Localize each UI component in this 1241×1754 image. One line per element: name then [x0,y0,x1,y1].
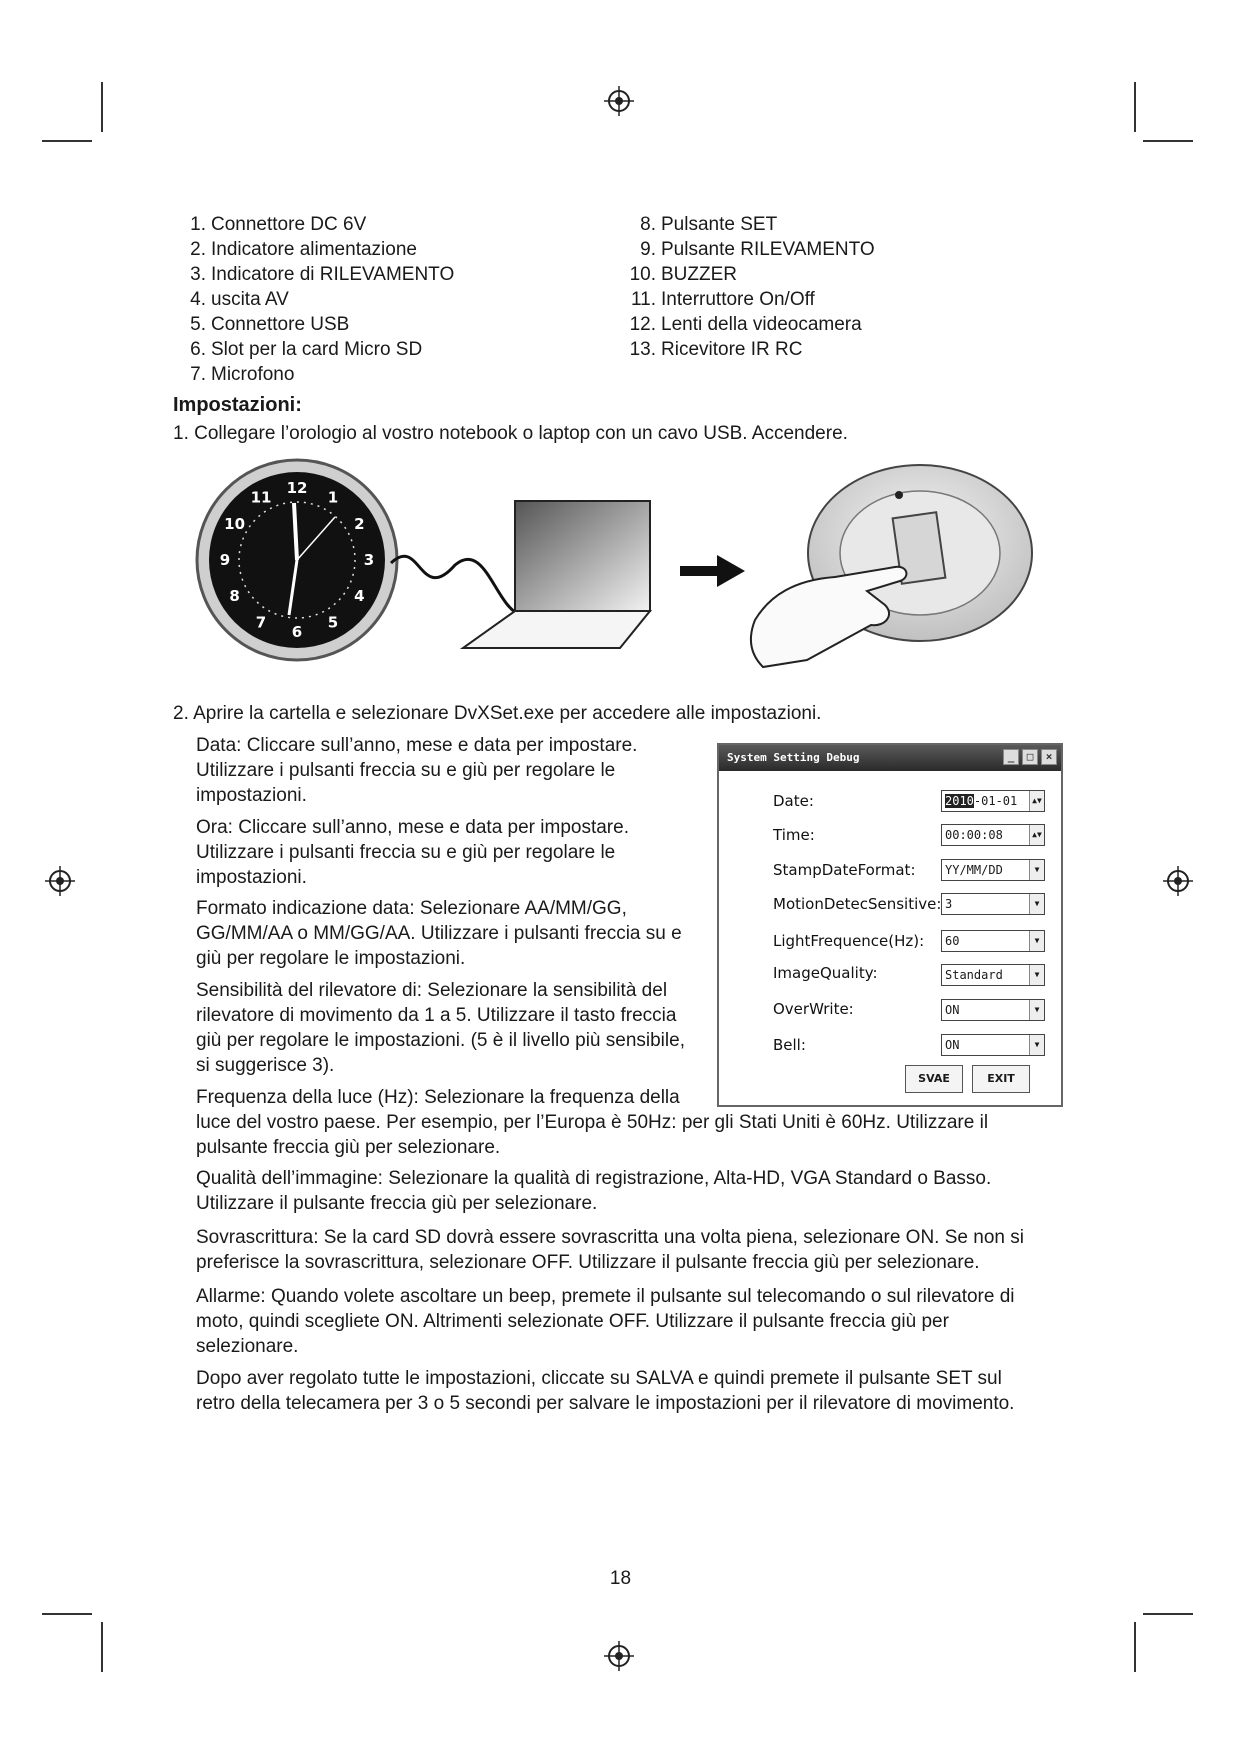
spin-icon[interactable]: ▲▼ [1029,791,1044,811]
page-number: 18 [609,1568,632,1589]
hand-icon [751,567,907,667]
crop-mark [1134,1622,1136,1672]
time-field[interactable]: 00:00:08 ▲▼ [941,824,1045,846]
clock-numeral: 5 [327,613,339,632]
list-item: 2. Indicatore alimentazione [190,239,417,260]
crop-mark [1134,82,1136,132]
paragraph-light-frequency: Frequenza della luce (Hz): Selezionare la frequenza della luce del vostro paese. Per esempio, per l’Europa è 50Hz: per gli Stati Uniti è 60Hz. Utilizzare il pulsante freccia giù per selezionare. [196,1087,989,1158]
clock-numeral: 10 [224,515,246,533]
crop-mark [42,1613,92,1615]
list-item: 3. Indicatore di RILEVAMENTO [190,264,455,285]
list-item: 5. Connettore USB [190,314,350,335]
stamp-date-format-select[interactable]: YY/MM/DD ▼ [941,859,1045,881]
maximize-icon[interactable]: □ [1022,749,1038,765]
list-item: 4. uscita AV [190,289,289,310]
registration-mark-icon [45,866,75,896]
crop-mark [101,82,103,132]
overwrite-select[interactable]: ON ▼ [941,999,1045,1021]
list-item: 11. Interruttore On/Off [630,289,815,310]
list-item: 10. BUZZER [629,264,737,285]
list-item: 7. Microfono [190,364,295,385]
time-label: Time: [773,826,815,844]
chevron-down-icon[interactable]: ▼ [1029,860,1044,880]
clock-numeral: 9 [219,551,231,569]
stamp-date-format-label: StampDateFormat: [773,861,916,879]
bell-select[interactable]: ON ▼ [941,1034,1045,1056]
motion-sensitivity-select[interactable]: 3 ▼ [941,893,1045,915]
list-item: 8. Pulsante SET [640,214,778,235]
crop-mark [1143,140,1193,142]
overwrite-label: OverWrite: [773,1000,854,1018]
laptop-icon [463,501,650,648]
image-quality-select[interactable]: Standard ▼ [941,964,1045,986]
light-frequency-label: LightFrequence(Hz): [773,932,925,950]
exit-button[interactable]: EXIT [972,1065,1030,1093]
chevron-down-icon[interactable]: ▼ [1029,965,1044,985]
registration-mark-icon [604,1641,634,1671]
list-item: 13. Ricevitore IR RC [629,339,803,360]
paragraph-save: Dopo aver regolato tutte le impostazioni, cliccate su SALVA e quindi premete il pulsante SET sul retro della telecamera per 3 o 5 secondi per salvare le impostazioni per il rilevatore di movimento. [196,1368,1015,1414]
step-1-text: 1. Collegare l’orologio al vostro notebook o laptop con un cavo USB. Accendere. [173,423,848,444]
paragraph-date-format: Formato indicazione data: Selezionare AA/MM/GG, GG/MM/AA o MM/GG/AA. Utilizzare i pulsanti freccia su e giù per regolare le impostazioni. [196,898,682,969]
minimize-icon[interactable]: _ [1003,749,1019,765]
chevron-down-icon[interactable]: ▼ [1029,894,1044,914]
step-2-text: 2. Aprire la cartella e selezionare DvXSet.exe per accedere alle impostazioni. [173,703,822,724]
crop-mark [1143,1613,1193,1615]
list-item: 12. Lenti della videocamera [629,314,862,335]
paragraph-alarm: Allarme: Quando volete ascoltare un beep, premete il pulsante sul telecomando o sul rilevatore di moto, quindi scegliete ON. Altrimenti selezionate OFF. Utilizzare il pulsante freccia giù per selezionare. [196,1286,1015,1357]
close-icon[interactable]: × [1041,749,1057,765]
list-item: 6. Slot per la card Micro SD [190,339,423,360]
chevron-down-icon[interactable]: ▼ [1029,1035,1044,1055]
paragraph-time: Ora: Cliccare sull’anno, mese e data per impostare. Utilizzare i pulsanti freccia su e giù per regolare le impostazioni. [196,817,629,888]
crop-mark [101,1622,103,1672]
clock-numeral: 4 [354,587,365,605]
clock-numeral: 7 [255,613,267,632]
parts-list-left [176,212,454,387]
wall-clock-icon [197,460,397,660]
section-heading: Impostazioni: [173,394,302,416]
arrow-right-icon [680,555,745,587]
clock-numeral: 12 [286,479,308,497]
clock-numeral: 3 [363,551,375,569]
dialog-title-bar [719,745,1061,771]
list-item: 9. Pulsante RILEVAMENTO [640,239,875,260]
list-item: 1. Connettore DC 6V [190,214,367,235]
date-label: Date: [773,792,814,810]
paragraph-motion-sensitivity: Sensibilità del rilevatore di: Selezionare la sensibilità del rilevatore di movimento da 1 a 5. Utilizzare il tasto freccia giù per regolare le impostazioni. (5 è il livello più sensibile, si suggerisce 3). [196,980,685,1076]
paragraph-overwrite: Sovrascrittura: Se la card SD dovrà essere sovrascritta una volta piena, selezionare ON. Se non si preferisce la sovrascrittura, selezionare OFF. Utilizzare il pulsante freccia giù per selezionare. [196,1227,1024,1273]
clock-numeral: 1 [327,488,339,507]
clock-numeral: 11 [250,488,272,507]
registration-mark-icon [1163,866,1193,896]
usb-cable [391,556,520,615]
registration-mark-icon [604,86,634,116]
bell-label: Bell: [773,1036,806,1054]
paragraph-image-quality: Qualità dell’immagine: Selezionare la qualità di registrazione, Alta-HD, VGA Standard o Basso. Utilizzare il pulsante freccia giù per selezionare. [196,1168,992,1214]
dialog-title: System Setting Debug [727,751,860,764]
light-frequency-select[interactable]: 60 ▼ [941,930,1045,952]
clock-numeral: 8 [229,587,240,605]
paragraph-date: Data: Cliccare sull’anno, mese e data per impostare. Utilizzare i pulsanti freccia su e giù per regolare le impostazioni. [196,735,638,806]
motion-sensitivity-label: MotionDetecSensitive: [773,895,942,913]
connection-illustration [195,455,1045,670]
clock-back-icon [751,465,1032,667]
crop-mark [42,140,92,142]
image-quality-label: ImageQuality: [773,964,878,982]
date-field[interactable]: 2010-01-01 ▲▼ [941,790,1045,812]
parts-list-right [626,212,875,362]
chevron-down-icon[interactable]: ▼ [1029,931,1044,951]
chevron-down-icon[interactable]: ▼ [1029,1000,1044,1020]
settings-dialog [717,743,1063,1107]
save-button[interactable]: SVAE [905,1065,963,1093]
spin-icon[interactable]: ▲▼ [1029,825,1044,845]
clock-numeral: 2 [354,515,365,533]
clock-numeral: 6 [291,623,303,641]
